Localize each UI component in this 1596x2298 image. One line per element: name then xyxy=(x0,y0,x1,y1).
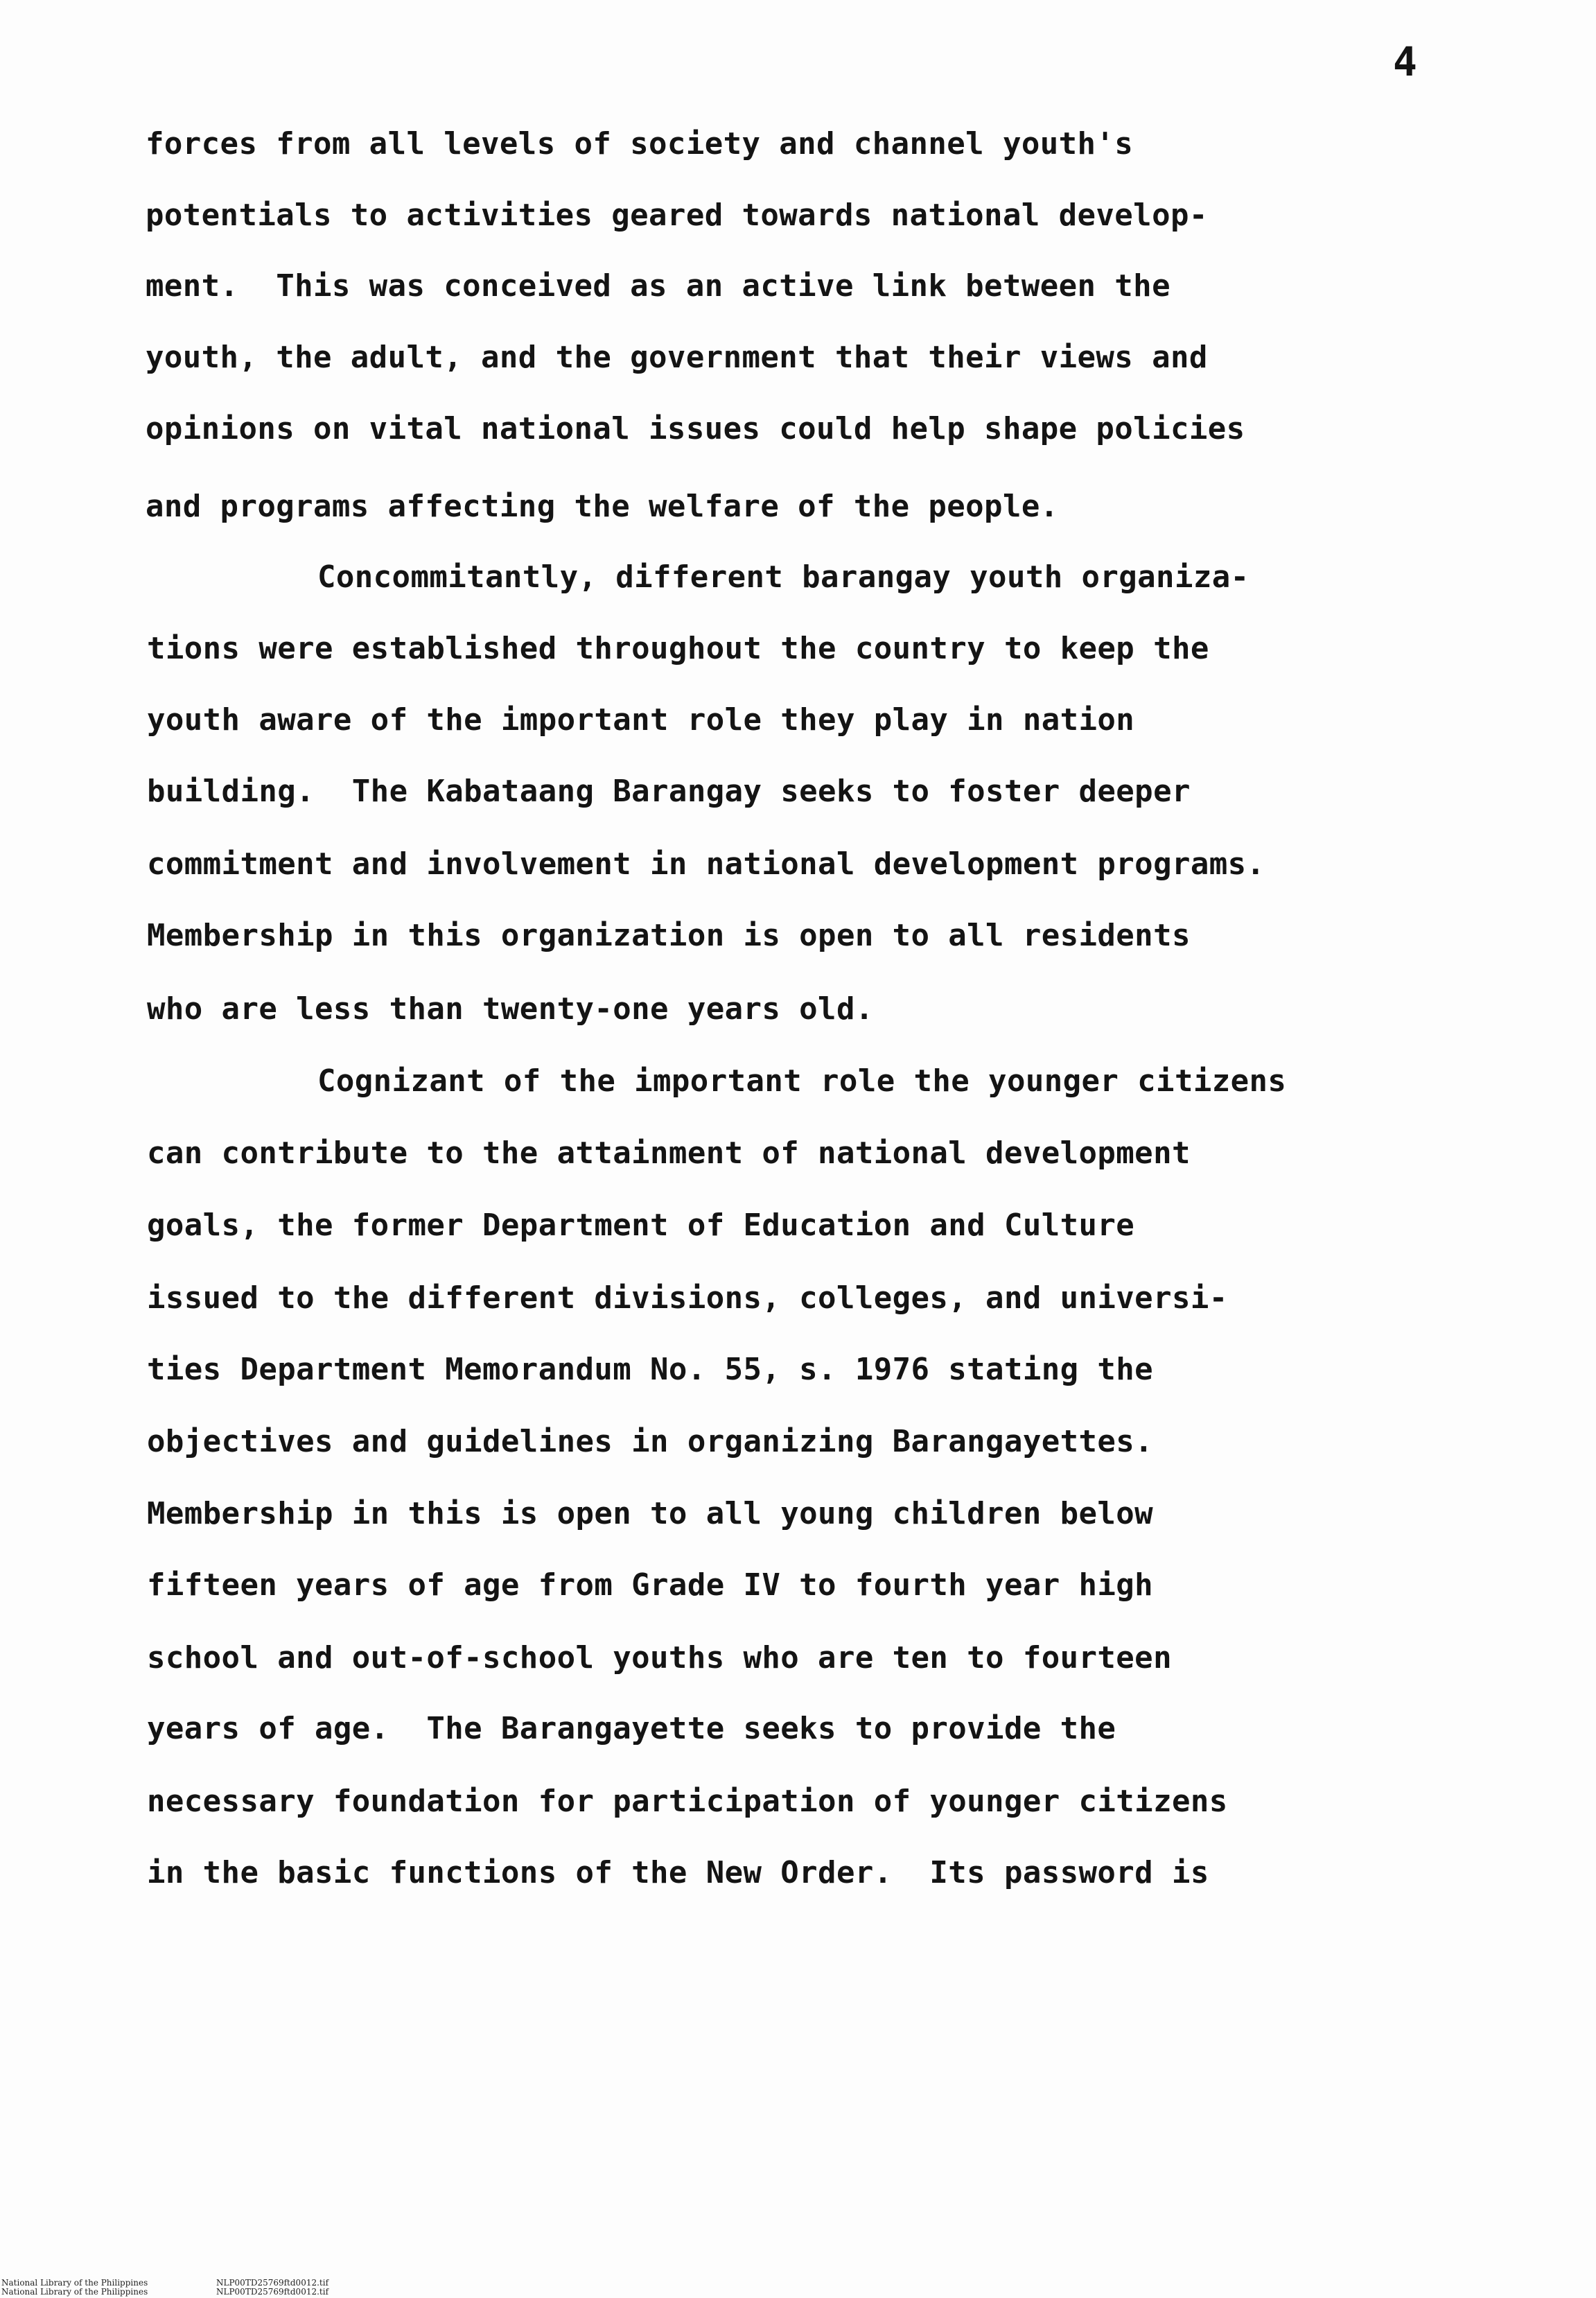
text-line: Cognizant of the important role the younger citizens xyxy=(317,1063,1287,1099)
page-number: 4 xyxy=(1393,38,1417,85)
text-line: years of age. The Barangayette seeks to provide the xyxy=(147,1711,1116,1746)
text-line: youth, the adult, and the government that their views and xyxy=(146,340,1208,375)
text-line: commitment and involvement in national development programs. xyxy=(147,846,1265,882)
text-line: goals, the former Department of Education and Culture xyxy=(147,1208,1135,1243)
text-line: potentials to activities geared towards national develop- xyxy=(146,198,1208,233)
text-line: youth aware of the important role they play in nation xyxy=(147,702,1135,738)
text-line: school and out-of-school youths who are ten to fourteen xyxy=(147,1640,1172,1675)
text-line: Membership in this organization is open to all residents xyxy=(147,918,1191,953)
footer-file-name: NLP00TD25769ftd0012.tif xyxy=(216,2278,329,2288)
text-line: building. The Kabataang Barangay seeks to foster deeper xyxy=(147,774,1191,809)
text-line: forces from all levels of society and channel youth's xyxy=(146,126,1134,162)
text-line: who are less than twenty-one years old. xyxy=(147,991,874,1027)
text-line: fifteen years of age from Grade IV to fourth year high xyxy=(147,1567,1154,1603)
text-line: ment. This was conceived as an active link between the xyxy=(146,268,1170,304)
text-line: issued to the different divisions, colleges, and universi- xyxy=(147,1280,1228,1316)
text-line: tions were established throughout the country to keep the xyxy=(147,631,1209,666)
footer-file-name: NLP00TD25769ftd0012.tif xyxy=(216,2287,329,2297)
text-line: objectives and guidelines in organizing Barangayettes. xyxy=(147,1424,1154,1459)
text-line: ties Department Memorandum No. 55, s. 1976 stating the xyxy=(147,1352,1154,1387)
text-line: Membership in this is open to all young children below xyxy=(147,1496,1154,1531)
text-line: can contribute to the attainment of national development xyxy=(147,1135,1191,1171)
text-line: opinions on vital national issues could help shape policies xyxy=(146,411,1245,446)
text-line: Concommitantly, different barangay youth organiza- xyxy=(317,559,1249,595)
text-line: in the basic functions of the New Order. Its password is xyxy=(147,1855,1209,1890)
text-line: necessary foundation for participation of younger citizens xyxy=(147,1784,1228,1819)
footer-library-line: National Library of the Philippines xyxy=(1,2287,148,2297)
text-line: and programs affecting the welfare of the people. xyxy=(146,489,1059,524)
footer-library-line: National Library of the Philippines xyxy=(1,2278,148,2288)
